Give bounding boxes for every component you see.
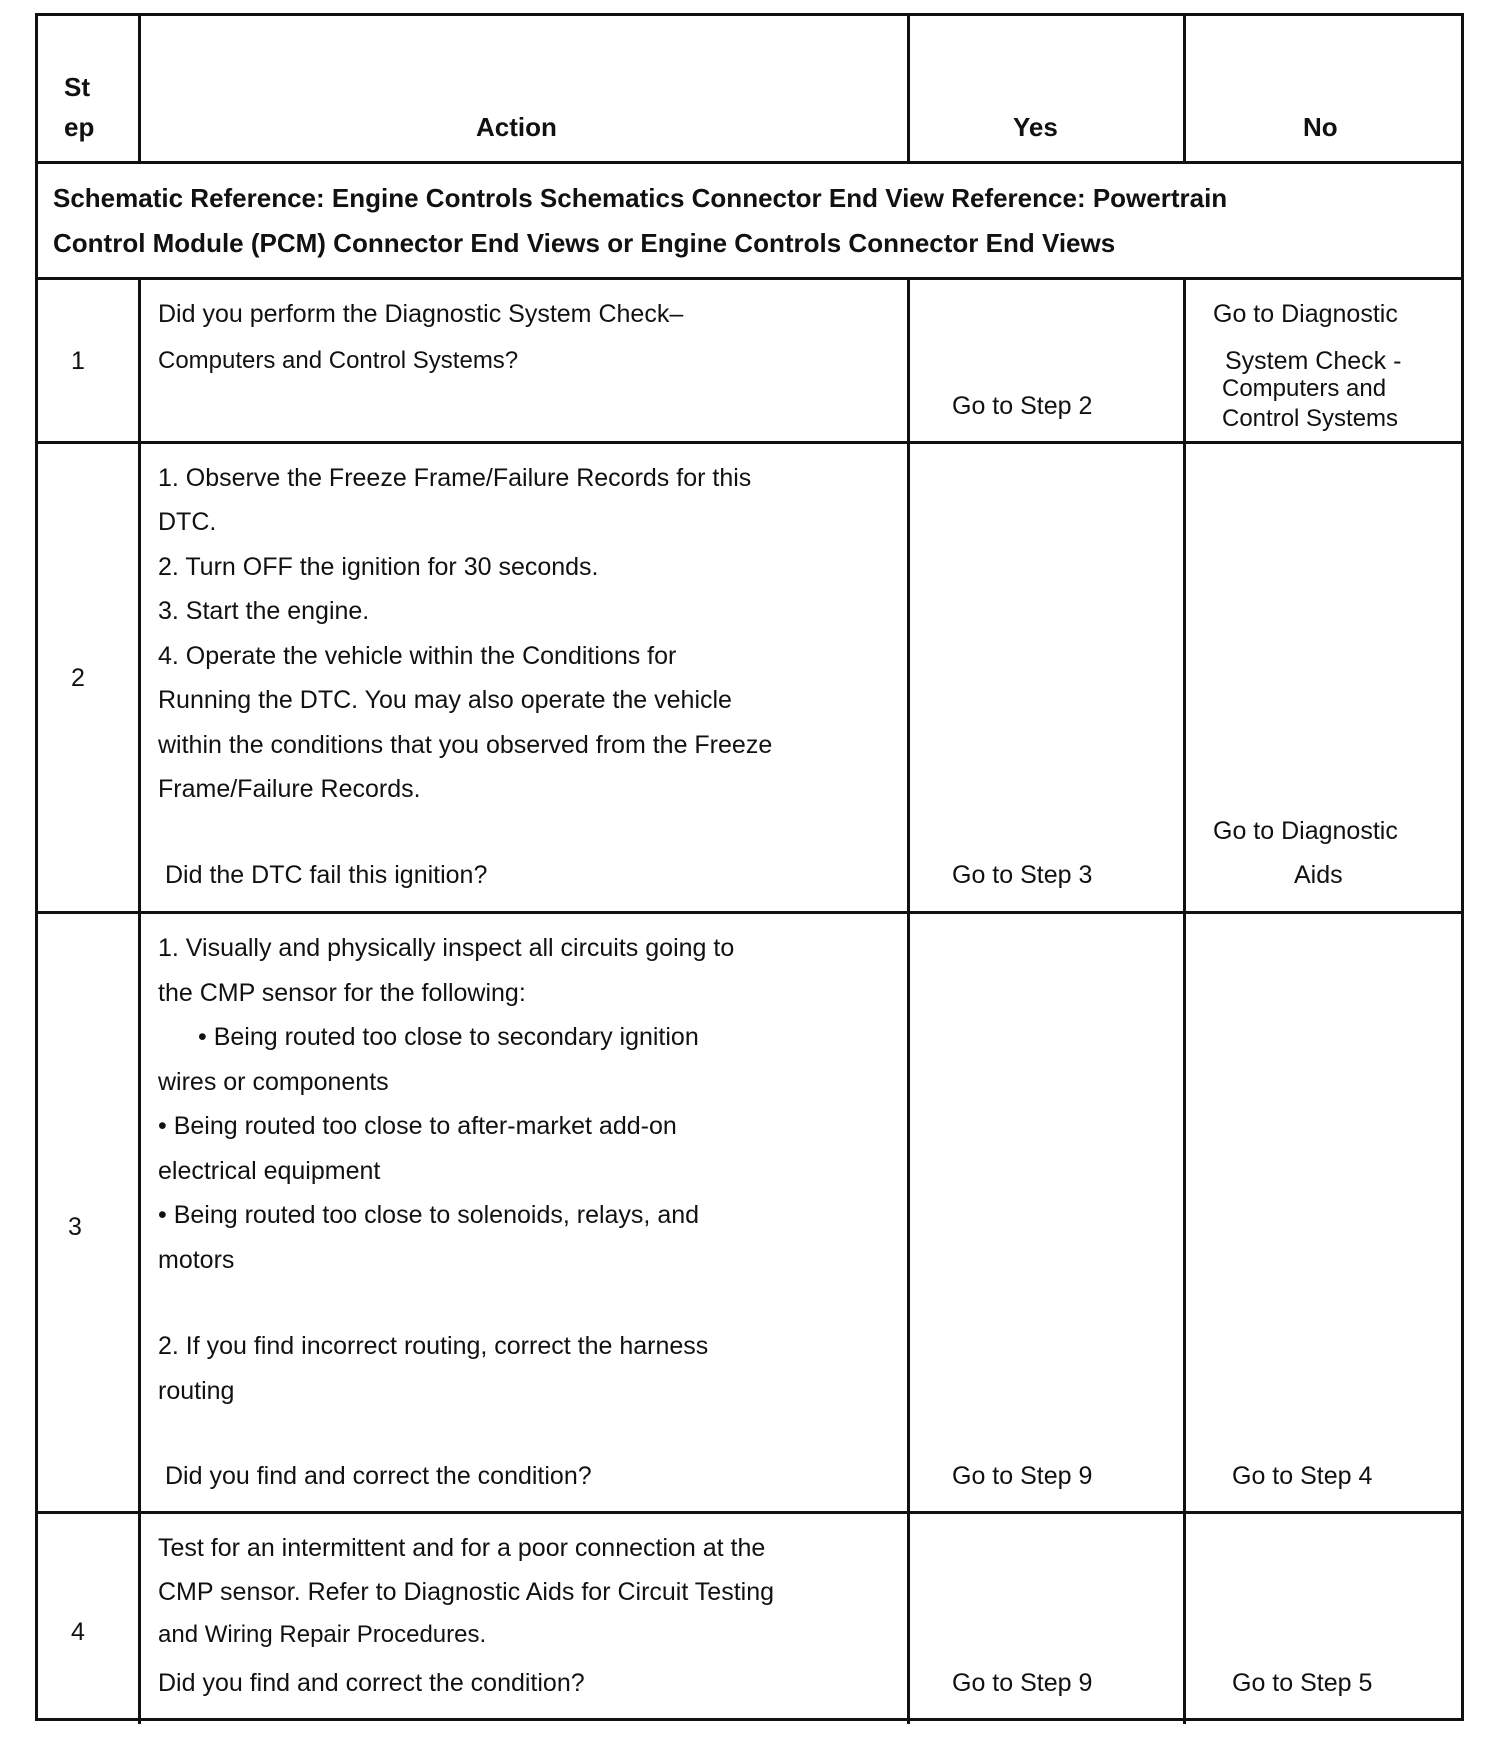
row-1-no-line: Control Systems	[1222, 405, 1399, 432]
header-yes: Yes	[1013, 112, 1058, 142]
row-1-yes: Go to Step 2	[952, 392, 1093, 420]
row-2-action-line: 2. Turn OFF the ignition for 30 seconds.	[158, 553, 599, 581]
row-1-no-line: Computers and	[1222, 375, 1387, 402]
row-3-action-line: electrical equipment	[158, 1157, 381, 1185]
row-1-action-line: Did you perform the Diagnostic System Check–	[158, 300, 684, 328]
reference-line-1: Schematic Reference: Engine Controls Schematics Connector End View Reference: Powertrain	[53, 183, 1228, 213]
col-divider-step	[138, 16, 141, 161]
row-3-action-line: 1. Visually and physically inspect all circuits going to	[158, 934, 735, 962]
row-2-action-line: 1. Observe the Freeze Frame/Failure Records for this	[158, 464, 752, 492]
row-4-no: Go to Step 5	[1232, 1669, 1373, 1697]
row-2-no-line: Go to Diagnostic	[1213, 817, 1398, 845]
row-1-divider	[38, 441, 1461, 444]
row-3-action-line: wires or components	[158, 1068, 389, 1096]
row-3-yes: Go to Step 9	[952, 1462, 1093, 1490]
row-4-action-line: Test for an intermittent and for a poor connection at the	[158, 1534, 766, 1562]
row-1-step: 1	[71, 347, 85, 375]
reference-divider	[38, 277, 1461, 280]
col-divider-yes	[1183, 16, 1186, 161]
row-2-question: Did the DTC fail this ignition?	[165, 861, 488, 889]
row-3-step: 3	[68, 1213, 82, 1241]
row-2-no-line: Aids	[1294, 861, 1343, 889]
row-3-divider	[38, 1511, 1461, 1514]
header-step-2: ep	[64, 112, 95, 142]
col-divider-action	[907, 16, 910, 161]
row-2-action-line: 3. Start the engine.	[158, 597, 370, 625]
reference-line-2: Control Module (PCM) Connector End Views or Engine Controls Connector End Views	[53, 228, 1116, 258]
row-4-action-line: and Wiring Repair Procedures.	[158, 1621, 487, 1648]
row-1-no-line: System Check -	[1225, 347, 1402, 375]
row-2-action-line: Frame/Failure Records.	[158, 775, 421, 803]
row-2-divider	[38, 911, 1461, 914]
col-divider-step-body	[138, 277, 141, 1724]
header-action: Action	[476, 112, 557, 142]
row-2-step: 2	[71, 664, 85, 692]
row-3-question: Did you find and correct the condition?	[165, 1462, 592, 1490]
row-3-action-line: motors	[158, 1246, 235, 1274]
col-divider-yes-body	[1183, 277, 1186, 1724]
row-2-action-line: 4. Operate the vehicle within the Conditions for	[158, 642, 677, 670]
header-divider	[38, 161, 1461, 164]
row-3-no: Go to Step 4	[1232, 1462, 1373, 1490]
row-4-yes: Go to Step 9	[952, 1669, 1093, 1697]
header-step-1: St	[64, 72, 90, 102]
row-2-yes: Go to Step 3	[952, 861, 1093, 889]
row-3-action-line: • Being routed too close to after-market add-on	[158, 1112, 677, 1140]
row-3-action-line: 2. If you find incorrect routing, correct the harness	[158, 1332, 709, 1360]
row-1-action-line: Computers and Control Systems?	[158, 347, 519, 374]
col-divider-action-body	[907, 277, 910, 1724]
row-3-action-line: routing	[158, 1377, 235, 1405]
row-4-question: Did you find and correct the condition?	[158, 1669, 585, 1697]
row-3-action-line: • Being routed too close to secondary ignition	[198, 1023, 699, 1051]
row-2-action-line: within the conditions that you observed from the Freeze	[158, 731, 773, 759]
row-2-action-line: Running the DTC. You may also operate the vehicle	[158, 686, 732, 714]
row-3-action-line: • Being routed too close to solenoids, relays, and	[158, 1201, 700, 1229]
row-4-step: 4	[71, 1618, 85, 1646]
row-3-action-line: the CMP sensor for the following:	[158, 979, 526, 1007]
header-no: No	[1303, 112, 1338, 142]
diagnostic-table	[35, 13, 1464, 1721]
row-1-no-line: Go to Diagnostic	[1213, 300, 1398, 328]
row-4-action-line: CMP sensor. Refer to Diagnostic Aids for Circuit Testing	[158, 1578, 775, 1606]
row-2-action-line: DTC.	[158, 508, 217, 536]
